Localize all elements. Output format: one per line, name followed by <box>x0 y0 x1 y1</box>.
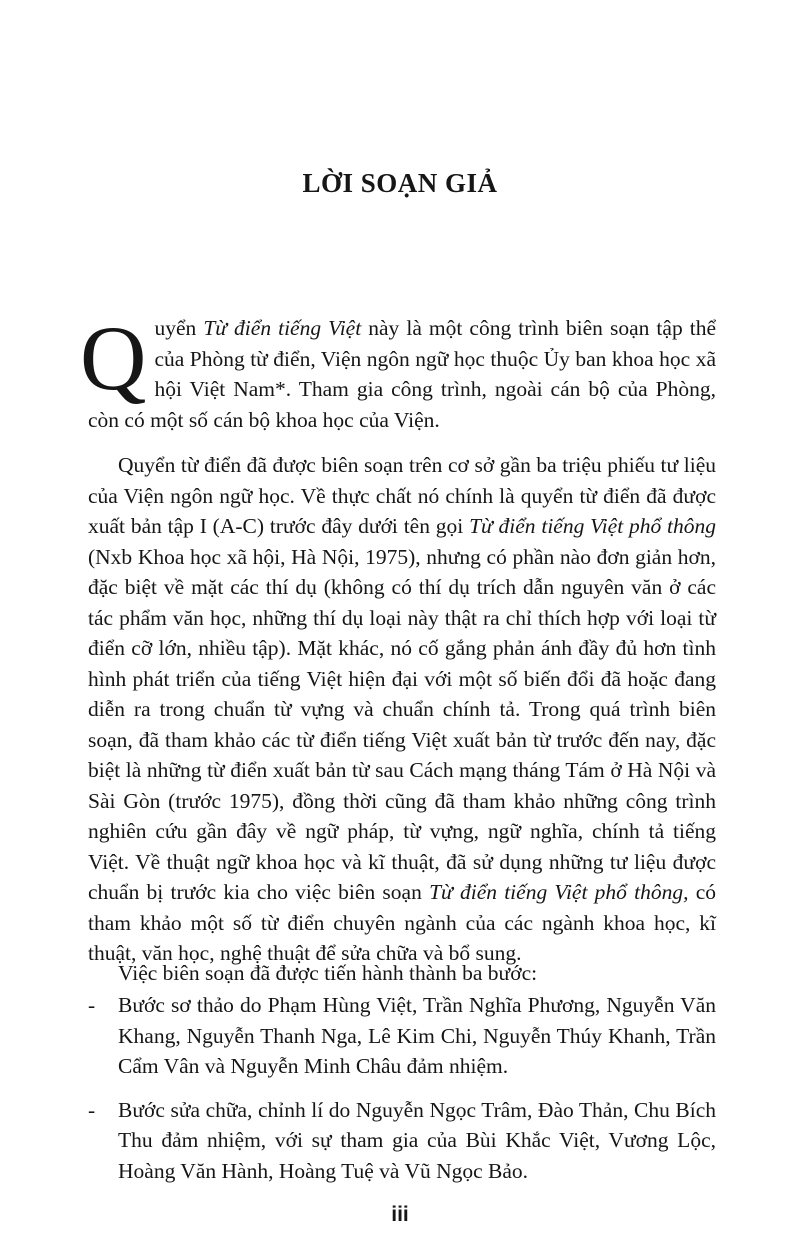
body-paragraph-2 <box>88 450 716 969</box>
para2-italic-title-1: Từ điển tiếng Việt phổ thông <box>469 514 716 538</box>
para2-part2: (Nxb Khoa học xã hội, Hà Nội, 1975), nhưng có phần nào đơn giản hơn, đặc biệt về mặt các thí dụ (không có thí dụ trích dẫn nguyên văn ở các tác phẩm văn học, những thí dụ loại này thật ra chỉ thích hợp với loại từ điển cỡ lớn, nhiều tập). Mặt khác, nó cố gắng phản ánh đầy đủ hơn tình hình phát triển của tiếng Việt hiện đại với một số biến đổi đã hoặc đang diễn ra trong chuẩn từ vựng và chuẩn chính tả. Trong quá trình biên soạn, đã tham khảo các từ điển tiếng Việt xuất bản từ trước đến nay, đặc biệt là những từ điển xuất bản từ sau Cách mạng tháng Tám ở Hà Nội và Sài Gòn (trước 1975), đồng thời cũng đã tham khảo những công trình nghiên cứu gần đây về ngữ pháp, từ vựng, ngữ nghĩa, chính tả tiếng Việt. Về thuật ngữ khoa học và kĩ thuật, đã sử dụng những tư liệu được chuẩn bị trước kia cho việc biên soạn <box>88 544 716 904</box>
steps-list <box>88 990 716 1199</box>
body-paragraph-3: Việc biên soạn đã được tiến hành thành ba bước: <box>118 961 538 985</box>
dash-marker: - <box>88 1097 96 1122</box>
list-item-text: Bước sửa chữa, chỉnh lí do Nguyễn Ngọc Trâm, Đào Thản, Chu Bích Thu đảm nhiệm, với sự tham gia của Bùi Khắc Việt, Vương Lộc, Hoàng Văn Hành, Hoàng Tuệ và Vũ Ngọc Bảo. <box>118 1097 716 1183</box>
intro-lead: uyển <box>154 316 197 340</box>
para2-italic-title-2: Từ điển tiếng Việt phổ thông, <box>429 880 689 904</box>
list-item-text: Bước sơ thảo do Phạm Hùng Việt, Trần Nghĩa Phương, Nguyễn Văn Khang, Nguyễn Thanh Nga, Lê Kim Chi, Nguyễn Thúy Khanh, Trần Cẩm Vân và Nguyễn Minh Châu đảm nhiệm. <box>118 993 716 1078</box>
para2-part1: Quyển từ điển đã được biên soạn trên cơ sở gần ba triệu phiếu tư liệu của Viện ngôn ngữ học. Về thực chất nó chính là quyển từ điển đã được xuất bản tập I (A-C) trước đây dưới tên gọi <box>88 453 716 538</box>
para2-part3: có tham khảo một số từ điển chuyên ngành của các ngành khoa học, kĩ thuật, văn học, nghệ thuật để sửa chữa và bổ sung. <box>88 880 716 965</box>
page-number: iii <box>391 1203 409 1226</box>
intro-book-title: Từ điển tiếng Việt <box>203 316 362 340</box>
list-item <box>88 990 716 1082</box>
intro-rest: này là một công trình biên soạn tập thể của Phòng từ điển, Viện ngôn ngữ học thuộc Ủy ban khoa học xã hội Việt Nam*. Tham gia công trình, ngoài cán bộ của Phòng, còn có một số cán bộ khoa học của Viện. <box>88 316 717 432</box>
drop-cap: Q <box>80 307 147 409</box>
page-title: LỜI SOẠN GIẢ <box>302 168 498 198</box>
list-item <box>88 1095 716 1187</box>
intro-paragraph <box>80 307 717 435</box>
dash-marker: - <box>88 993 96 1017</box>
